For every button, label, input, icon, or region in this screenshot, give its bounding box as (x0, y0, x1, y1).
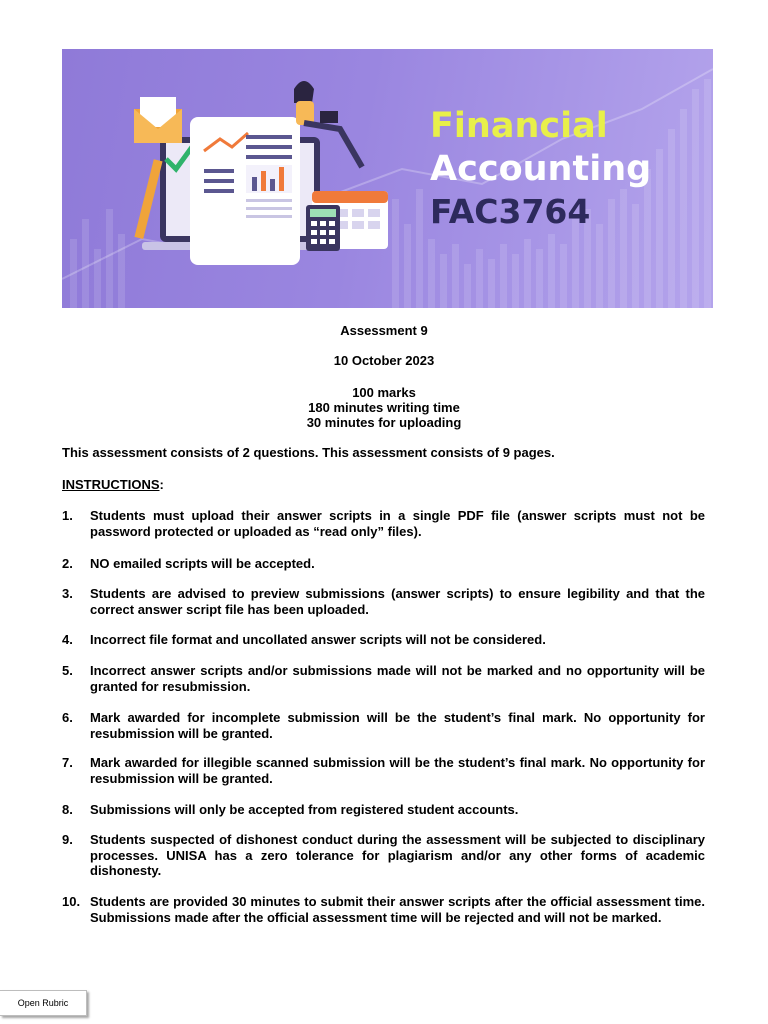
instruction-number: 4. (62, 632, 73, 647)
writing-time: 180 minutes writing time (308, 400, 460, 415)
instruction-item (62, 586, 705, 617)
instruction-number: 1. (62, 508, 73, 523)
instruction-number: 6. (62, 710, 73, 725)
instruction-text: Students must upload their answer scripts in a single PDF file (answer scripts must not be password protected or uploaded as “read only” files). (90, 508, 705, 539)
course-code: FAC3764 (430, 192, 591, 231)
instruction-number: 3. (62, 586, 73, 601)
calculator-icon (306, 205, 340, 251)
instruction-number: 2. (62, 556, 73, 571)
instruction-item (62, 508, 705, 539)
instruction-item (62, 710, 705, 741)
instruction-text: Students are advised to preview submissions (answer scripts) to ensure legibility and that the correct answer script file has been uploaded. (90, 586, 705, 617)
instruction-text: Mark awarded for incomplete submission will be the student’s final mark. No opportunity for resubmission will be granted. (90, 710, 705, 741)
instruction-text: Incorrect answer scripts and/or submissions made will not be marked and no opportunity will be granted for resubmission. (90, 663, 705, 694)
assessment-intro: This assessment consists of 2 questions. This assessment consists of 9 pages. (62, 445, 555, 460)
open-rubric-button[interactable]: Open Rubric (0, 990, 87, 1016)
course-title-line1: Financial (430, 106, 608, 146)
instruction-number: 8. (62, 802, 73, 817)
course-title-line2: Accounting (430, 149, 652, 189)
instruction-item (62, 832, 705, 879)
instructions-heading (62, 477, 705, 493)
pencil-icon (134, 159, 162, 239)
course-banner (62, 49, 713, 308)
instruction-text: Students suspected of dishonest conduct during the assessment will be subjected to disciplinary processes. UNISA has a zero tolerance for plagiarism and/or any other forms of academic dishonesty. (90, 832, 705, 878)
instruction-text: Students are provided 30 minutes to submit their answer scripts after the official assessment time. Submissions made after the official assessment time will be rejected and will not be marked. (90, 894, 705, 925)
report-document-icon (190, 117, 300, 265)
instruction-item (62, 632, 705, 648)
instruction-item (62, 802, 705, 818)
envelope-icon (134, 97, 182, 143)
instruction-number: 5. (62, 663, 73, 678)
instruction-number: 7. (62, 755, 73, 770)
instruction-text: Incorrect file format and uncollated answer scripts will not be considered. (90, 632, 546, 647)
instruction-text: NO emailed scripts will be accepted. (90, 556, 315, 571)
instructions-heading-colon: : (159, 477, 164, 492)
instruction-item (62, 663, 705, 694)
assessment-number: Assessment 9 (340, 323, 428, 338)
instruction-item (62, 556, 705, 572)
upload-time: 30 minutes for uploading (306, 415, 462, 430)
course-title (430, 106, 652, 231)
instruction-text: Submissions will only be accepted from registered student accounts. (90, 802, 519, 817)
instruction-item (62, 894, 705, 925)
instructions-heading-text: INSTRUCTIONS (62, 477, 160, 492)
instruction-item (62, 755, 705, 786)
instruction-number: 9. (62, 832, 73, 847)
instruction-number: 10. (62, 894, 81, 909)
assessment-date: 10 October 2023 (333, 353, 435, 368)
instruction-text: Mark awarded for illegible scanned submission will be the student’s final mark. No opportunity for resubmission will be granted. (90, 755, 705, 786)
assessment-marks: 100 marks (352, 385, 416, 400)
